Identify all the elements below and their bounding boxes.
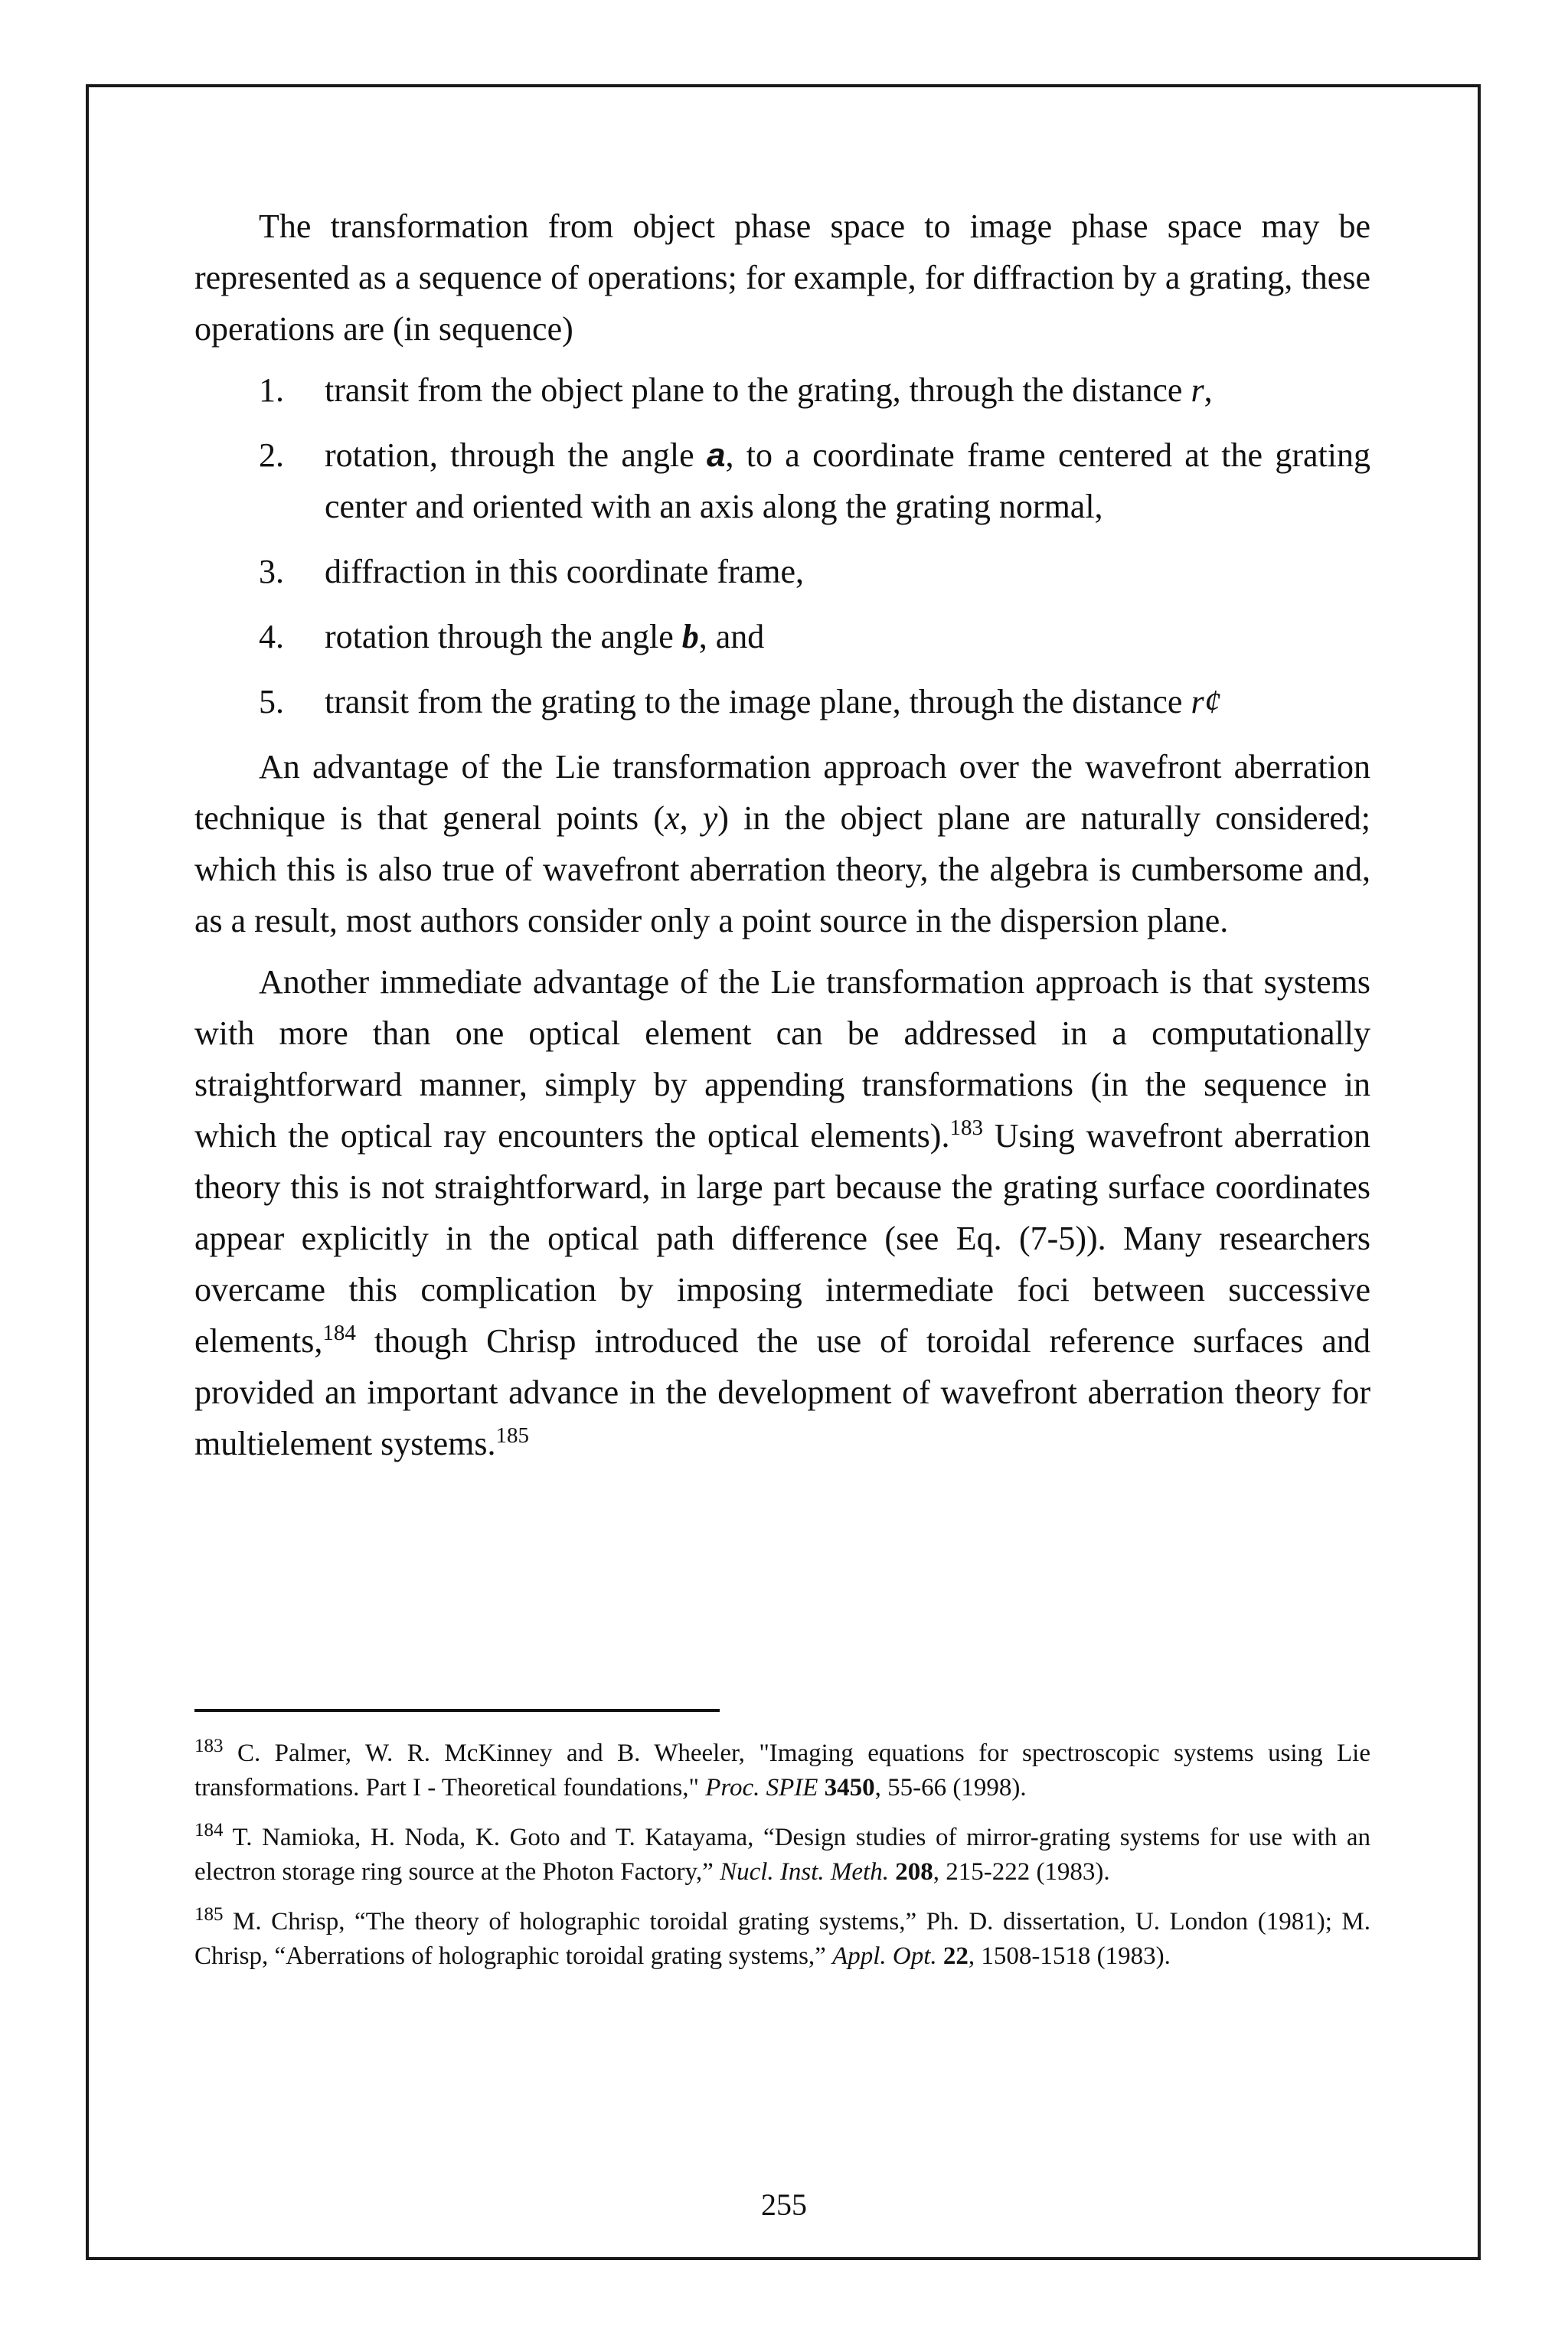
journal-volume: 3450 bbox=[824, 1774, 875, 1802]
separator: , bbox=[679, 799, 703, 837]
operations-list bbox=[194, 364, 1370, 727]
list-number: 4. bbox=[259, 618, 284, 655]
list-number: 2. bbox=[259, 436, 284, 474]
footnote-pages: , 1508-1518 (1983). bbox=[968, 1942, 1171, 1970]
list-tail: , to a coordinate frame centered at the grating center and oriented with an axis along the grating normal, bbox=[325, 436, 1370, 525]
list-text: transit from the grating to the image plane, through the distance bbox=[325, 683, 1191, 720]
symbol-beta: b bbox=[681, 618, 699, 655]
list-tail: , and bbox=[698, 618, 765, 655]
paragraph-3-text: though Chrisp introduced the use of toroidal reference surfaces and provided an important advance in the development of wavefront aberration theory for multielement systems. bbox=[194, 1322, 1370, 1462]
paragraph-2 bbox=[194, 741, 1370, 946]
footnote-pages: , 215-222 (1983). bbox=[933, 1858, 1110, 1886]
list-number: 3. bbox=[259, 553, 284, 590]
footnote-ref-183: 183 bbox=[949, 1116, 983, 1140]
list-text: rotation, through the angle bbox=[325, 436, 707, 474]
paragraph-1: The transformation from object phase space to image phase space may be represented as a sequence of operations; for example, for diffraction by a grating, these operations are (in sequence) bbox=[194, 207, 1370, 348]
footnote-184 bbox=[194, 1821, 1370, 1890]
list-text: transit from the object plane to the grating, through the distance bbox=[325, 371, 1191, 409]
page-number: 255 bbox=[761, 2187, 807, 2222]
footnote-pages: , 55-66 (1998). bbox=[874, 1774, 1027, 1802]
paragraph-2-text: ) in the object plane are naturally considered; which this is also true of wavefront aberration theory, the algebra is cumbersome and, as a result, most authors consider only a point source in the dispersion plane. bbox=[194, 799, 1370, 939]
journal-name: Appl. Opt. bbox=[832, 1942, 937, 1970]
footnote-183 bbox=[194, 1736, 1370, 1805]
paragraph-3-text: Using wavefront aberration theory this is not straightforward, in large part because the grating surface coordinates appear explicitly in the optical path difference (see Eq. (7-5)). Many researchers overcame this complication by imposing intermediate foci between successive elements, bbox=[194, 1117, 1371, 1360]
paragraph-3 bbox=[194, 956, 1370, 1469]
list-text: diffraction in this coordinate frame, bbox=[325, 553, 804, 590]
list-number: 1. bbox=[259, 371, 284, 409]
journal-name: Nucl. Inst. Meth. bbox=[720, 1858, 889, 1886]
list-text: rotation through the angle bbox=[325, 618, 682, 655]
list-item bbox=[194, 430, 1370, 532]
footnote-ref-185: 185 bbox=[495, 1423, 530, 1448]
footnotes bbox=[194, 1736, 1370, 1989]
footnote-185 bbox=[194, 1905, 1370, 1974]
footnote-text: T. Namioka, H. Noda, K. Goto and T. Katayama, “Design studies of mirror-grating systems for use with an electron storage ring source at the Photon Factory,” bbox=[194, 1824, 1370, 1886]
footnote-number: 183 bbox=[194, 1736, 224, 1756]
list-item bbox=[194, 546, 1370, 597]
list-item bbox=[194, 364, 1370, 416]
journal-name: Proc. SPIE bbox=[705, 1774, 818, 1802]
footnote-number: 184 bbox=[194, 1820, 224, 1841]
paragraph-3-text: Another immediate advantage of the Lie transformation approach is that systems with more than one optical element can be addressed in a computationally straightforward manner, simply by appending transformations (in the sequence in which the optical ray encounters the optical elements). bbox=[194, 963, 1370, 1155]
list-item bbox=[194, 611, 1370, 662]
list-number: 5. bbox=[259, 683, 284, 720]
footnote-number: 185 bbox=[194, 1904, 224, 1925]
footnote-ref-184: 184 bbox=[322, 1321, 356, 1345]
journal-volume: 22 bbox=[942, 1942, 969, 1970]
footnote-divider bbox=[194, 1709, 720, 1712]
paragraph-2-text: An advantage of the Lie transformation approach over the wavefront aberration technique is that general points ( bbox=[194, 748, 1370, 837]
symbol-y: y bbox=[702, 799, 718, 837]
journal-volume: 208 bbox=[895, 1858, 933, 1886]
symbol-r-prime: r¢ bbox=[1191, 683, 1221, 720]
footnote-text: M. Chrisp, “The theory of holographic toroidal grating systems,” Ph. D. dissertation, U. London (1981); M. Chrisp, “Aberrations of holographic toroidal grating systems,” bbox=[194, 1908, 1370, 1970]
main-text bbox=[194, 201, 1370, 1479]
footnote-text: C. Palmer, W. R. McKinney and B. Wheeler, "Imaging equations for spectroscopic systems using Lie transformations. Part I - Theoretical foundations," bbox=[194, 1740, 1370, 1802]
symbol-alpha: a bbox=[706, 436, 726, 474]
symbol-r: r bbox=[1191, 371, 1204, 409]
list-tail: , bbox=[1204, 371, 1213, 409]
symbol-x: x bbox=[665, 799, 680, 837]
list-item bbox=[194, 676, 1370, 727]
